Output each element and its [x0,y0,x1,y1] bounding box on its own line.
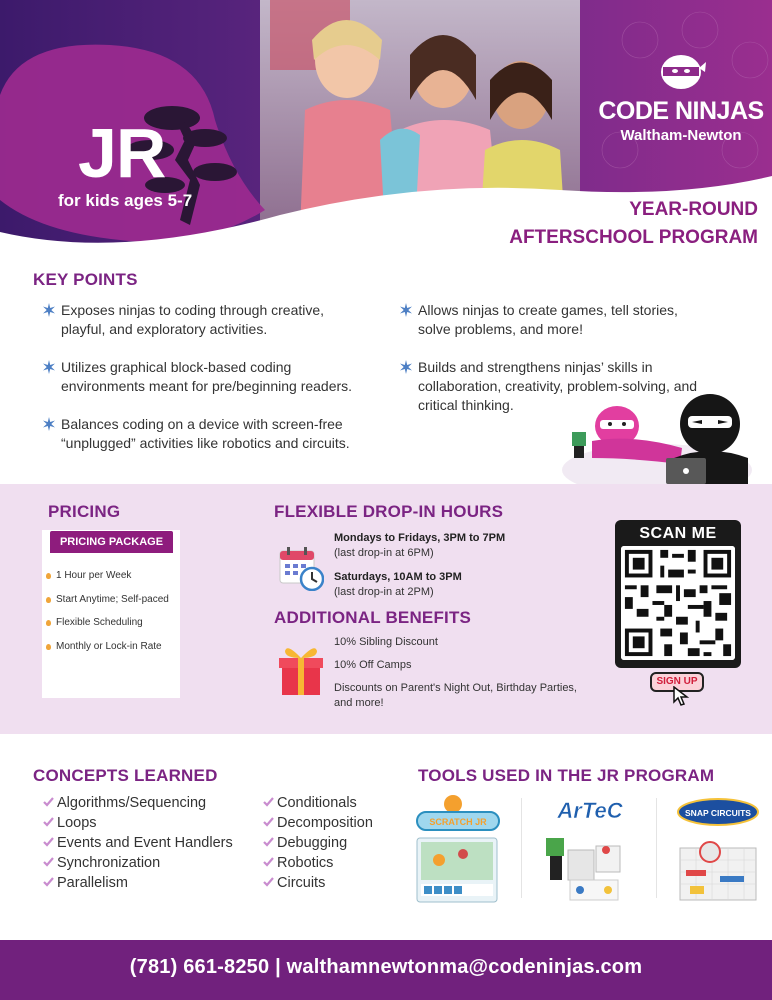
logo-location: Waltham-Newton [620,127,742,144]
tool-divider [521,798,522,898]
checkmark-icon [43,817,54,827]
benefits-list [334,635,594,719]
pricing-item: Monthly or Lock-in Rate [46,641,178,653]
concept-label: Events and Event Handlers [57,835,233,851]
ninja-head-icon [655,50,707,90]
scratch-jr-label: SCRATCH JR [429,817,487,827]
snap-circuits-label: SNAP CIRCUITS [685,808,751,818]
pricing-heading: PRICING [48,502,121,521]
concept-label: Robotics [277,855,334,871]
key-points-heading: KEY POINTS [33,270,138,289]
checkmark-icon [263,797,274,807]
star-icon [399,303,413,317]
concept-label: Decomposition [277,815,373,831]
calendar-icon [278,545,324,591]
logo-wordmark: CODE NINJAS [598,97,764,125]
checkmark-icon [263,857,274,867]
drop-in-hours [334,531,594,609]
qr-label: SCAN ME [639,525,717,542]
program-title [468,196,758,252]
star-icon [42,303,56,317]
concept-item [263,853,373,873]
scratch-jr-logo [415,790,503,908]
benefit-item: 10% Off Camps [334,659,412,671]
ninja-illustration [562,386,752,498]
concept-item [43,813,233,833]
concept-item [43,853,233,873]
tools-heading: TOOLS USED IN THE JR PROGRAM [418,766,715,785]
key-points-left-column [42,301,372,472]
tool-divider [656,798,657,898]
code-ninjas-logo [590,50,772,144]
saturday-hours-note: (last drop-in at 2PM) [334,586,434,598]
concept-label: Algorithms/Sequencing [57,795,207,811]
concept-item [43,833,233,853]
pricing-list [46,570,178,664]
star-icon [42,417,56,431]
additional-benefits-heading: ADDITIONAL BENEFITS [274,608,472,627]
concept-item [263,833,373,853]
pricing-package-tab: PRICING PACKAGE [50,531,173,553]
cursor-icon [672,686,690,706]
concepts-column-2 [263,793,373,893]
concept-label: Loops [57,815,97,831]
checkmark-icon [263,837,274,847]
weekday-hours-label: Mondays to Fridays, 3PM to 7PM [334,532,506,544]
contact-info[interactable]: (781) 661-8250 | walthamnewtonma@codeninjas.com [129,956,643,978]
program-title-line2: AFTERSCHOOL PROGRAM [509,227,758,248]
concept-label: Conditionals [277,795,357,811]
concept-item [43,873,233,893]
artec-logo [540,790,640,908]
concept-item [263,873,373,893]
weekday-hours [334,531,594,561]
concepts-heading: CONCEPTS LEARNED [33,766,218,785]
benefit-item: 10% Sibling Discount [334,636,438,648]
gift-icon [279,643,323,697]
key-point-text: Allows ninjas to create games, tell stories, solve problems, and more! [418,302,678,337]
qr-code[interactable] [621,546,735,660]
key-point-text: Balances coding on a device with screen-free “unplugged” activities like robotics and circuits. [61,416,350,451]
age-range: for kids ages 5-7 [58,191,193,210]
concept-label: Circuits [277,875,326,891]
concept-label: Debugging [277,835,348,851]
checkmark-icon [43,877,54,887]
key-point-text: Exposes ninjas to coding through creative, playful, and exploratory activities. [61,302,325,337]
checkmark-icon [43,837,54,847]
key-point-item [42,415,372,453]
concept-label: Synchronization [57,855,161,871]
pricing-item: Flexible Scheduling [46,617,178,629]
concept-item [263,813,373,833]
program-title-line1: YEAR-ROUND [629,199,758,220]
snap-circuits-logo [676,790,760,908]
star-icon [42,360,56,374]
checkmark-icon [43,857,54,867]
saturday-hours [334,570,594,600]
concept-label: Parallelism [57,875,128,891]
concept-item [43,793,233,813]
checkmark-icon [263,877,274,887]
concept-item [263,793,373,813]
key-point-item [42,358,372,396]
key-point-text: Utilizes graphical block-based coding environments meant for pre/beginning readers. [61,359,353,394]
concepts-column-1 [43,793,233,893]
key-point-text: Builds and strengthens ninjas’ skills in collaboration, creativity, problem-solving, and critical thinking. [418,359,698,413]
star-icon [399,360,413,374]
checkmark-icon [43,797,54,807]
benefit-item: Discounts on Parent's Night Out, Birthday Parties, and more! [334,682,577,709]
weekday-hours-note: (last drop-in at 6PM) [334,547,434,559]
program-badge-jr: JR [78,114,166,192]
drop-in-hours-heading: FLEXIBLE DROP-IN HOURS [274,502,504,521]
key-point-item [399,301,699,339]
pricing-item: 1 Hour per Week [46,570,178,582]
key-point-item [42,301,372,339]
sign-up-button[interactable]: SIGN UP [650,672,704,692]
checkmark-icon [263,817,274,827]
saturday-hours-label: Saturdays, 10AM to 3PM [334,571,462,583]
pricing-item: Start Anytime; Self-paced [46,594,178,606]
artec-label: ArTeC [557,798,623,823]
